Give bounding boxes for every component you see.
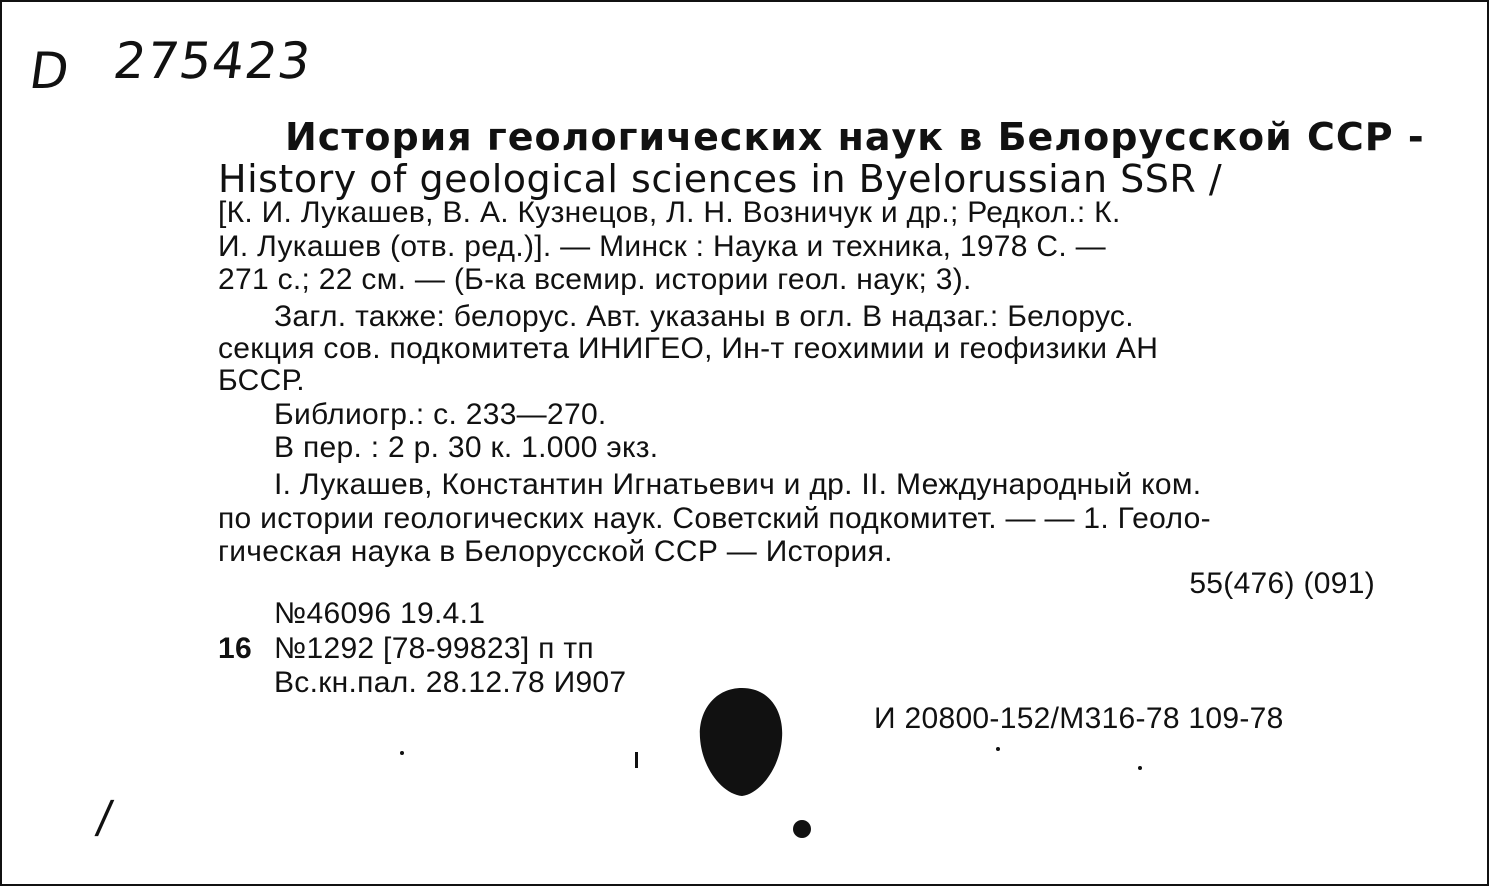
body-line: И. Лукашев (отв. ред.)]. — Минск : Наука и техника, 1978 С. — xyxy=(218,230,1106,263)
note-line: секция сов. подкомитета ИНИГЕО, Ин-т геохимии и геофизики АН xyxy=(218,332,1159,365)
subject-line: гическая наука в Белорусской ССР — История. xyxy=(218,535,893,568)
punch-hole-icon xyxy=(692,682,792,802)
body-line: 271 с.; 22 см. — (Б-ка всемир. истории геол. наук; 3). xyxy=(218,263,972,296)
body-line: [К. И. Лукашев, В. А. Кузнецов, Л. Н. Возничук и др.; Редкол.: К. xyxy=(218,196,1121,229)
classification-code: 55(476) (091) xyxy=(1189,567,1375,600)
ink-speck-icon xyxy=(400,751,404,755)
registry-line: №46096 19.4.1 xyxy=(274,597,486,630)
note-line: БССР. xyxy=(218,364,305,397)
index-code: И 20800-152/М316-78 109-78 xyxy=(874,702,1284,735)
subject-line: по истории геологических наук. Советский подкомитет. — — 1. Геоло- xyxy=(218,502,1211,535)
subject-line: I. Лукашев, Константин Игнатьевич и др. II. Международный ком. xyxy=(274,468,1202,501)
ink-speck-icon xyxy=(996,747,1000,751)
bibliography-note: Библиогр.: с. 233—270. xyxy=(274,398,607,431)
note-line: Загл. также: белорус. Авт. указаны в огл. В надзаг.: Белорус. xyxy=(274,300,1134,333)
registry-line: №1292 [78-99823] п тп xyxy=(274,632,594,665)
handwritten-number: 275423 xyxy=(109,32,315,90)
ink-dot-icon xyxy=(793,820,811,838)
ink-tick-icon xyxy=(635,752,638,768)
handwritten-prefix: D xyxy=(25,42,74,100)
registry-line: Вс.кн.пал. 28.12.78 И907 xyxy=(274,666,627,699)
handwritten-mark: / xyxy=(93,792,117,843)
title-english: History of geological sciences in Byelorussian SSR / xyxy=(218,157,1223,201)
registry-prefix: 16 xyxy=(218,632,252,665)
title-russian: История геологических наук в Белорусской ССР - xyxy=(285,115,1425,159)
ink-speck-icon xyxy=(1138,766,1142,770)
binding-note: В пер. : 2 р. 30 к. 1.000 экз. xyxy=(274,431,659,464)
